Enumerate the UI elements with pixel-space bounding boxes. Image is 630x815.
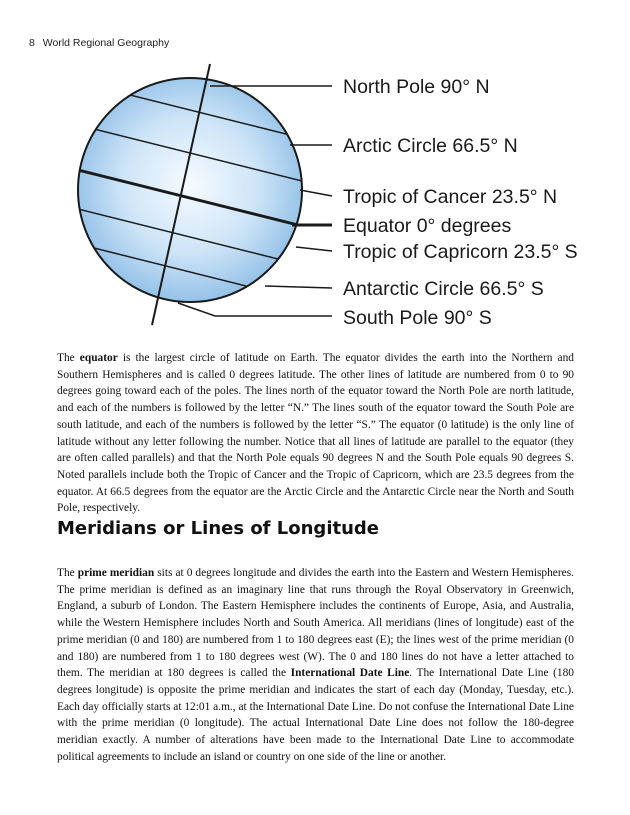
- page-number: 8: [29, 37, 35, 49]
- north-pole-label: North Pole 90° N: [343, 76, 490, 98]
- book-title: World Regional Geography: [42, 37, 170, 49]
- equator-paragraph: The equator is the largest circle of latitude on Earth. The equator divides the earth into the Northern and Southern Hemispheres and is called 0 degrees latitude. The other lines of latitude are numbered from 0 to 90 degrees going toward each of the poles. The lines north of the equator toward the North Pole are north latitude, and each of the numbers is followed by the letter “N.” The lines south of the equator toward the South Pole are south latitude, and each of the numbers is followed by the letter “S.” The equator (0 latitude) is the only line of latitude without any letter following the number. Notice that all lines of latitude are parallel to the equator (they are often called parallels) and that the North Pole equals 90 degrees N and the South Pole equals 90 degrees S. Noted parallels include both the Tropic of Cancer and the Tropic of Capricorn, which are 23.5 degrees from the equator. At 66.5 degrees from the equator are the Arctic Circle and the Antarctic Circle near the North and South Pole, respectively.: [57, 352, 574, 515]
- tropic-of-cancer-label: Tropic of Cancer 23.5° N: [343, 186, 558, 208]
- international-date-line-term: International Date Line: [290, 667, 410, 680]
- tropic-of-capricorn-label: Tropic of Capricorn 23.5° S: [343, 241, 578, 263]
- prime-meridian-term: prime meridian: [77, 567, 155, 579]
- tropic-of-cancer-leader: [300, 190, 332, 196]
- section-heading: Meridians or Lines of Longitude: [57, 518, 379, 539]
- globe-sphere: [78, 78, 302, 302]
- antarctic-circle-leader: [265, 286, 332, 288]
- prime-meridian-paragraph: The prime meridian sits at 0 degrees longitude and divides the earth into the Eastern and Western Hemispheres. The prime meridian is defined as an imaginary line that runs through the Royal Observatory in Greenwich, England, a suburb of London. The Eastern Hemisphere includes the continents of Europe, Asia, and Australia, while the Western Hemisphere includes North and South America. All meridians (lines of longitude) east of the prime meridian (0 and 180) are numbered from 1 to 180 degrees east (E); the lines west of the prime meridian (0 and 180) are numbered from 1 to 180 degrees west (W). The 0 and 180 lines do not have a letter attached to them. The meridian at 180 degrees is called the International Date Line. The International Date Line (180 degrees longitude) is opposite the prime meridian and indicates the start of each day (Monday, Tuesday, etc.). Each day officially starts at 12:01 a.m., at the International Date Line. Do not confuse the International Date Line with the prime meridian (0 longitude). The actual International Date Line does not follow the 180-degree meridian exactly. A number of alterations have been made to the International Date Line to accommodate political agreements to include an island or country on one side of the line or another.: [57, 567, 574, 763]
- equator-term: equator: [79, 352, 118, 364]
- tropic-of-capricorn-leader: [296, 247, 332, 251]
- south-pole-label: South Pole 90° S: [343, 307, 492, 329]
- antarctic-circle-label: Antarctic Circle 66.5° S: [343, 278, 544, 300]
- south-pole-leader: [178, 303, 332, 316]
- arctic-circle-label: Arctic Circle 66.5° N: [343, 135, 518, 157]
- latitude-globe-diagram: [0, 0, 630, 340]
- equator-label: Equator 0° degrees: [343, 215, 512, 237]
